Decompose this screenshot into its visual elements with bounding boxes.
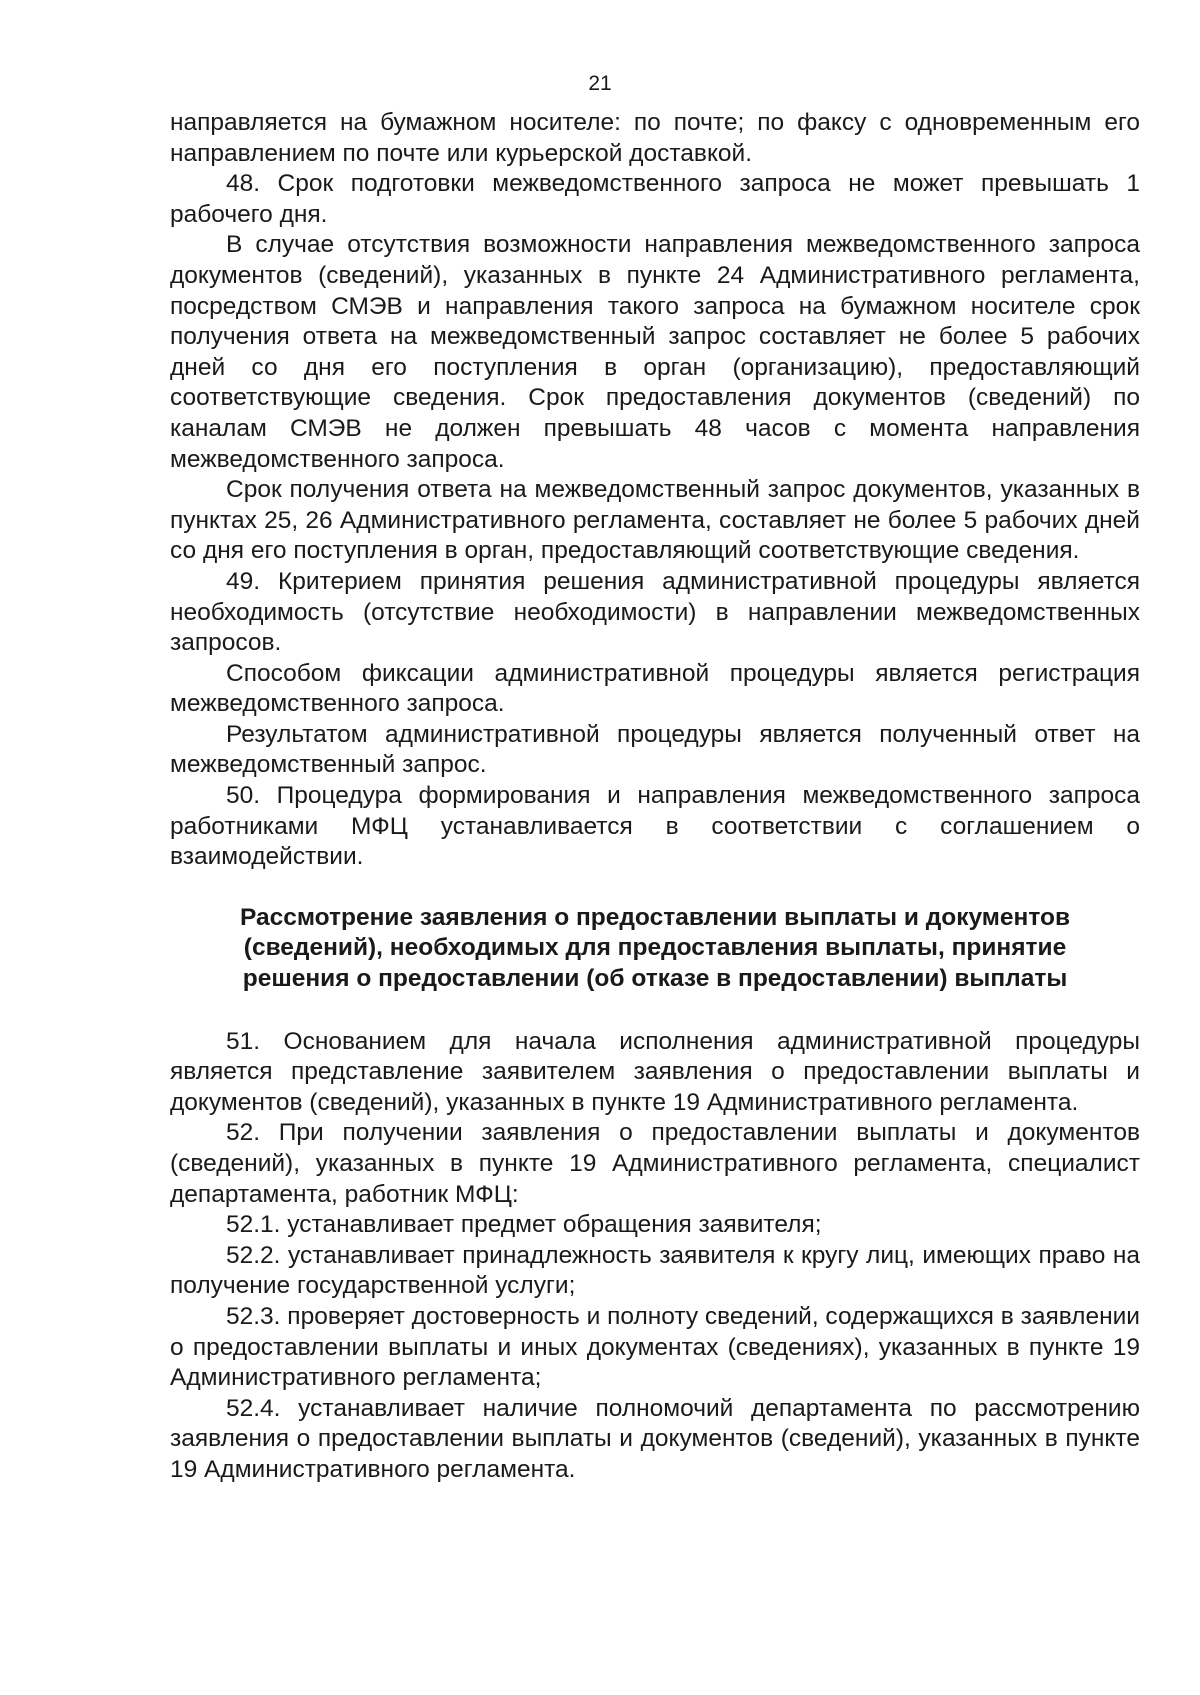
document-body xyxy=(170,108,1140,1486)
paragraph: 52. При получении заявления о предоставлении выплаты и документов (сведений), указанных в пункте 19 Административного регламента, специалист департамента, работник МФЦ: xyxy=(170,1119,1140,1208)
paragraph: Срок получения ответа на межведомственный запрос документов, указанных в пунктах 25, 26 Административного регламента, составляет не более 5 рабочих дней со дня его поступления в орган, предоставляющий соответствующие сведения. xyxy=(170,476,1140,565)
paragraph: Результатом административной процедуры является полученный ответ на межведомственный запрос. xyxy=(170,720,1140,779)
paragraph: В случае отсутствия возможности направления межведомственного запроса документов (сведений), указанных в пункте 24 Административного регламента, посредством СМЭВ и направления такого запроса на бумажном носителе срок получения ответа на межведомственный запрос составляет не более 5 рабочих дней со дня его поступления в орган (организацию), предоставляющий соответствующие сведения. Срок предоставления документов (сведений) по каналам СМЭВ не должен превышать 48 часов с момента направления межведомственного запроса. xyxy=(170,231,1140,473)
paragraph: 51. Основанием для начала исполнения административной процедуры является представление заявителем заявления о предоставлении выплаты и документов (сведений), указанных в пункте 19 Административного регламента. xyxy=(170,1027,1140,1116)
list-item: 52.1. устанавливает предмет обращения заявителя; xyxy=(226,1211,822,1239)
page-number: 21 xyxy=(588,72,612,95)
list-item: 52.4. устанавливает наличие полномочий департамента по рассмотрению заявления о предоставлении выплаты и документов (сведений), указанных в пункте 19 Административного регламента. xyxy=(170,1394,1140,1483)
paragraph: 49. Критерием принятия решения административной процедуры является необходимость (отсутствие необходимости) в направлении межведомственных запросов. xyxy=(170,567,1140,657)
paragraph: направляется на бумажном носителе: по почте; по факсу с одновременным его направлением по почте или курьерской доставкой. xyxy=(170,109,1140,167)
paragraph: Способом фиксации административной процедуры является регистрация межведомственного запроса. xyxy=(170,659,1140,718)
list-item: 52.2. устанавливает принадлежность заявителя к кругу лиц, имеющих право на получение государственной услуги; xyxy=(170,1241,1140,1300)
list-item: 52.3. проверяет достоверность и полноту сведений, содержащихся в заявлении о предоставлении выплаты и иных документах (сведениях), указанных в пункте 19 Административного регламента; xyxy=(170,1302,1140,1392)
paragraph: 50. Процедура формирования и направления межведомственного запроса работниками МФЦ устанавливается в соответствии с соглашением о взаимодействии. xyxy=(170,782,1140,871)
section-heading: Рассмотрение заявления о предоставлении выплаты и документов (сведений), необходимых для предоставления выплаты, принятие решения о предоставлении (об отказе в предоставлении) выплаты xyxy=(239,903,1071,993)
paragraph: 48. Срок подготовки межведомственного запроса не может превышать 1 рабочего дня. xyxy=(170,170,1140,228)
